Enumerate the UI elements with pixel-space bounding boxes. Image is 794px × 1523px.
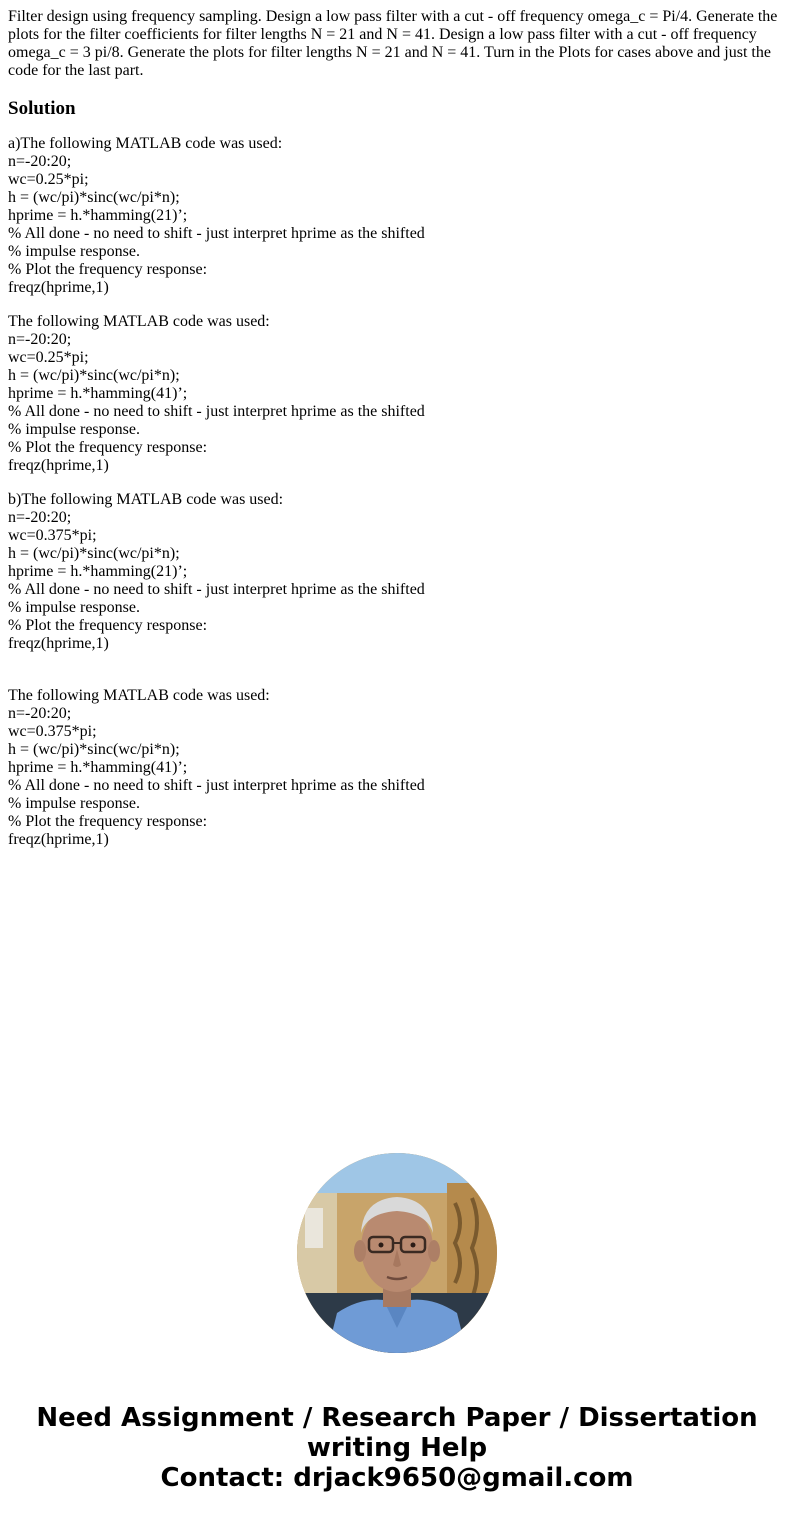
code-line: freqz(hprime,1) bbox=[8, 279, 109, 296]
promo-banner bbox=[0, 1403, 794, 1493]
code-line: freqz(hprime,1) bbox=[8, 831, 109, 848]
code-line: hprime = h.*hamming(41)’; bbox=[8, 385, 188, 402]
code-line: h = (wc/pi)*sinc(wc/pi*n); bbox=[8, 545, 180, 562]
code-block-b-n21 bbox=[8, 491, 786, 653]
code-line: wc=0.375*pi; bbox=[8, 723, 97, 740]
code-line: h = (wc/pi)*sinc(wc/pi*n); bbox=[8, 741, 180, 758]
code-line: h = (wc/pi)*sinc(wc/pi*n); bbox=[8, 367, 180, 384]
code-line: % Plot the frequency response: bbox=[8, 813, 208, 830]
person-photo-icon bbox=[297, 1153, 497, 1353]
code-line: % All done - no need to shift - just interpret hprime as the shifted bbox=[8, 777, 425, 794]
code-line: % Plot the frequency response: bbox=[8, 439, 208, 456]
code-line: n=-20:20; bbox=[8, 331, 72, 348]
code-line: n=-20:20; bbox=[8, 153, 72, 170]
code-line: The following MATLAB code was used: bbox=[8, 687, 270, 704]
code-line: n=-20:20; bbox=[8, 509, 72, 526]
question-text: Filter design using frequency sampling. Design a low pass filter with a cut - off frequency omega_c = Pi/4. Generate the plots for the filter coefficients for filter lengths N = 21 and N = 41. Design a low pass filter with a cut - off frequency omega_c = 3 pi/8. Generate the plots for filter lengths N = 21 and N = 41. Turn in the Plots for cases above and just the code for the last part. bbox=[8, 8, 778, 79]
code-line: % All done - no need to shift - just interpret hprime as the shifted bbox=[8, 225, 425, 242]
code-line: % Plot the frequency response: bbox=[8, 617, 208, 634]
code-line: The following MATLAB code was used: bbox=[8, 313, 270, 330]
code-line: freqz(hprime,1) bbox=[8, 457, 109, 474]
code-line: % impulse response. bbox=[8, 421, 140, 438]
solution-heading: Solution bbox=[8, 98, 76, 119]
code-block-a-n21 bbox=[8, 135, 786, 297]
code-block-b-n41 bbox=[8, 687, 786, 849]
code-line: n=-20:20; bbox=[8, 705, 72, 722]
code-line: hprime = h.*hamming(41)’; bbox=[8, 759, 188, 776]
avatar bbox=[297, 1153, 497, 1353]
code-line: hprime = h.*hamming(21)’; bbox=[8, 563, 188, 580]
code-line: b)The following MATLAB code was used: bbox=[8, 491, 284, 508]
code-line: % impulse response. bbox=[8, 795, 140, 812]
code-line: % impulse response. bbox=[8, 599, 140, 616]
code-line: % impulse response. bbox=[8, 243, 140, 260]
code-block-a-n41 bbox=[8, 313, 786, 475]
document-body bbox=[8, 8, 786, 849]
code-line: % All done - no need to shift - just interpret hprime as the shifted bbox=[8, 403, 425, 420]
code-line: wc=0.25*pi; bbox=[8, 171, 89, 188]
code-line: hprime = h.*hamming(21)’; bbox=[8, 207, 188, 224]
code-line: wc=0.25*pi; bbox=[8, 349, 89, 366]
code-line: % All done - no need to shift - just interpret hprime as the shifted bbox=[8, 581, 425, 598]
code-line: wc=0.375*pi; bbox=[8, 527, 97, 544]
code-line: a)The following MATLAB code was used: bbox=[8, 135, 283, 152]
code-line: freqz(hprime,1) bbox=[8, 635, 109, 652]
code-line: h = (wc/pi)*sinc(wc/pi*n); bbox=[8, 189, 180, 206]
promo-line: Need Assignment / Research Paper / Dissertation bbox=[36, 1403, 758, 1433]
promo-line: writing Help bbox=[306, 1433, 488, 1463]
promo-contact: Contact: drjack9650@gmail.com bbox=[160, 1463, 634, 1493]
code-line: % Plot the frequency response: bbox=[8, 261, 208, 278]
